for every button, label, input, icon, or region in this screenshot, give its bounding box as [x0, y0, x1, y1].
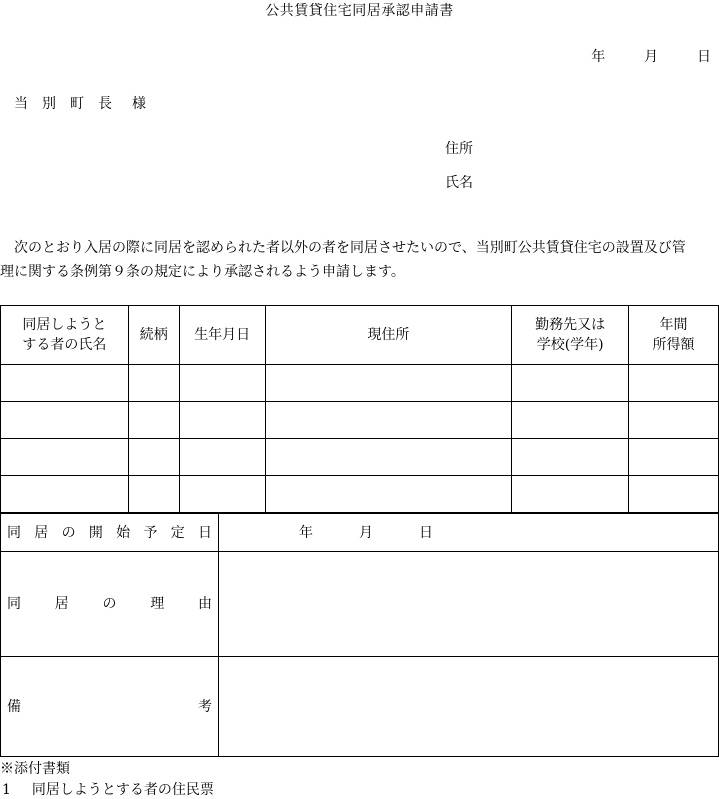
- cell-address[interactable]: [265, 476, 512, 513]
- table-row: [1, 476, 719, 513]
- application-statement: [0, 236, 719, 284]
- start-date-label: 同 居 の 開 始 予 定 日: [1, 514, 219, 552]
- addressee-name: 当別町長: [14, 96, 126, 112]
- cell-relationship[interactable]: [128, 402, 179, 439]
- cell-birthdate[interactable]: [179, 365, 265, 402]
- start-month-label: 月: [359, 524, 373, 541]
- cell-income[interactable]: [629, 365, 719, 402]
- application-date: [591, 46, 711, 66]
- reason-label: 同 居 の 理 由: [1, 552, 219, 657]
- cell-address[interactable]: [265, 365, 512, 402]
- header-birthdate: 生年月日: [179, 306, 265, 365]
- start-date-field[interactable]: [219, 514, 719, 552]
- table-header-row: [1, 306, 719, 365]
- date-month-label: 月: [644, 49, 659, 65]
- remarks-label: 備 考: [1, 657, 219, 757]
- header-workplace-school: 勤務先又は 学校(学年): [512, 306, 629, 365]
- header-current-address: 現住所: [265, 306, 512, 365]
- cell-workplace[interactable]: [512, 439, 629, 476]
- date-day-label: 日: [697, 49, 711, 65]
- statement-line-1: 次のとおり入居の際に同居を認められた者以外の者を同居させたいので、当別町公共賃貸住宅の設置及び管: [14, 240, 686, 256]
- cell-relationship[interactable]: [128, 365, 179, 402]
- header-annual-income: 年間 所得額: [629, 306, 719, 365]
- reason-field[interactable]: [219, 552, 719, 657]
- table-row: [1, 439, 719, 476]
- cell-workplace[interactable]: [512, 476, 629, 513]
- attachments-title: ※添付書類: [0, 761, 70, 777]
- applicant-address-label: 住所: [445, 141, 473, 157]
- header-relationship: 続柄: [128, 306, 179, 365]
- start-day-label: 日: [419, 524, 433, 541]
- cell-relationship[interactable]: [128, 476, 179, 513]
- cell-birthdate[interactable]: [179, 439, 265, 476]
- attachment-item: [2, 779, 214, 799]
- start-date-row: [1, 514, 719, 552]
- document-title: 公共賃貸住宅同居承認申請書: [265, 3, 454, 19]
- cell-name[interactable]: [1, 365, 129, 402]
- cell-birthdate[interactable]: [179, 476, 265, 513]
- remarks-row: [1, 657, 719, 757]
- cell-income[interactable]: [629, 476, 719, 513]
- header-cohabitant-name: 同居しようと する者の氏名: [1, 306, 129, 365]
- cell-name[interactable]: [1, 476, 129, 513]
- cell-birthdate[interactable]: [179, 402, 265, 439]
- cell-workplace[interactable]: [512, 402, 629, 439]
- cell-workplace[interactable]: [512, 365, 629, 402]
- statement-line-2: 理に関する条例第９条の規定により承認されるよう申請します。: [0, 264, 405, 280]
- table-row: [1, 365, 719, 402]
- addressee-honorific: 様: [132, 96, 160, 112]
- remarks-field[interactable]: [219, 657, 719, 757]
- cell-name[interactable]: [1, 402, 129, 439]
- cohabitation-details-table: [0, 513, 719, 757]
- reason-row: [1, 552, 719, 657]
- attachment-number: 1: [2, 782, 11, 798]
- applicant-name-label: 氏名: [445, 175, 473, 191]
- start-year-label: 年: [299, 524, 313, 541]
- date-year-label: 年: [591, 49, 606, 65]
- attachment-text: 同居しようとする者の住民票: [31, 782, 214, 798]
- cell-relationship[interactable]: [128, 439, 179, 476]
- cell-income[interactable]: [629, 402, 719, 439]
- cell-income[interactable]: [629, 439, 719, 476]
- cell-address[interactable]: [265, 402, 512, 439]
- addressee: [14, 93, 160, 113]
- cell-address[interactable]: [265, 439, 512, 476]
- cell-name[interactable]: [1, 439, 129, 476]
- cohabitant-table: [0, 305, 719, 513]
- table-row: [1, 402, 719, 439]
